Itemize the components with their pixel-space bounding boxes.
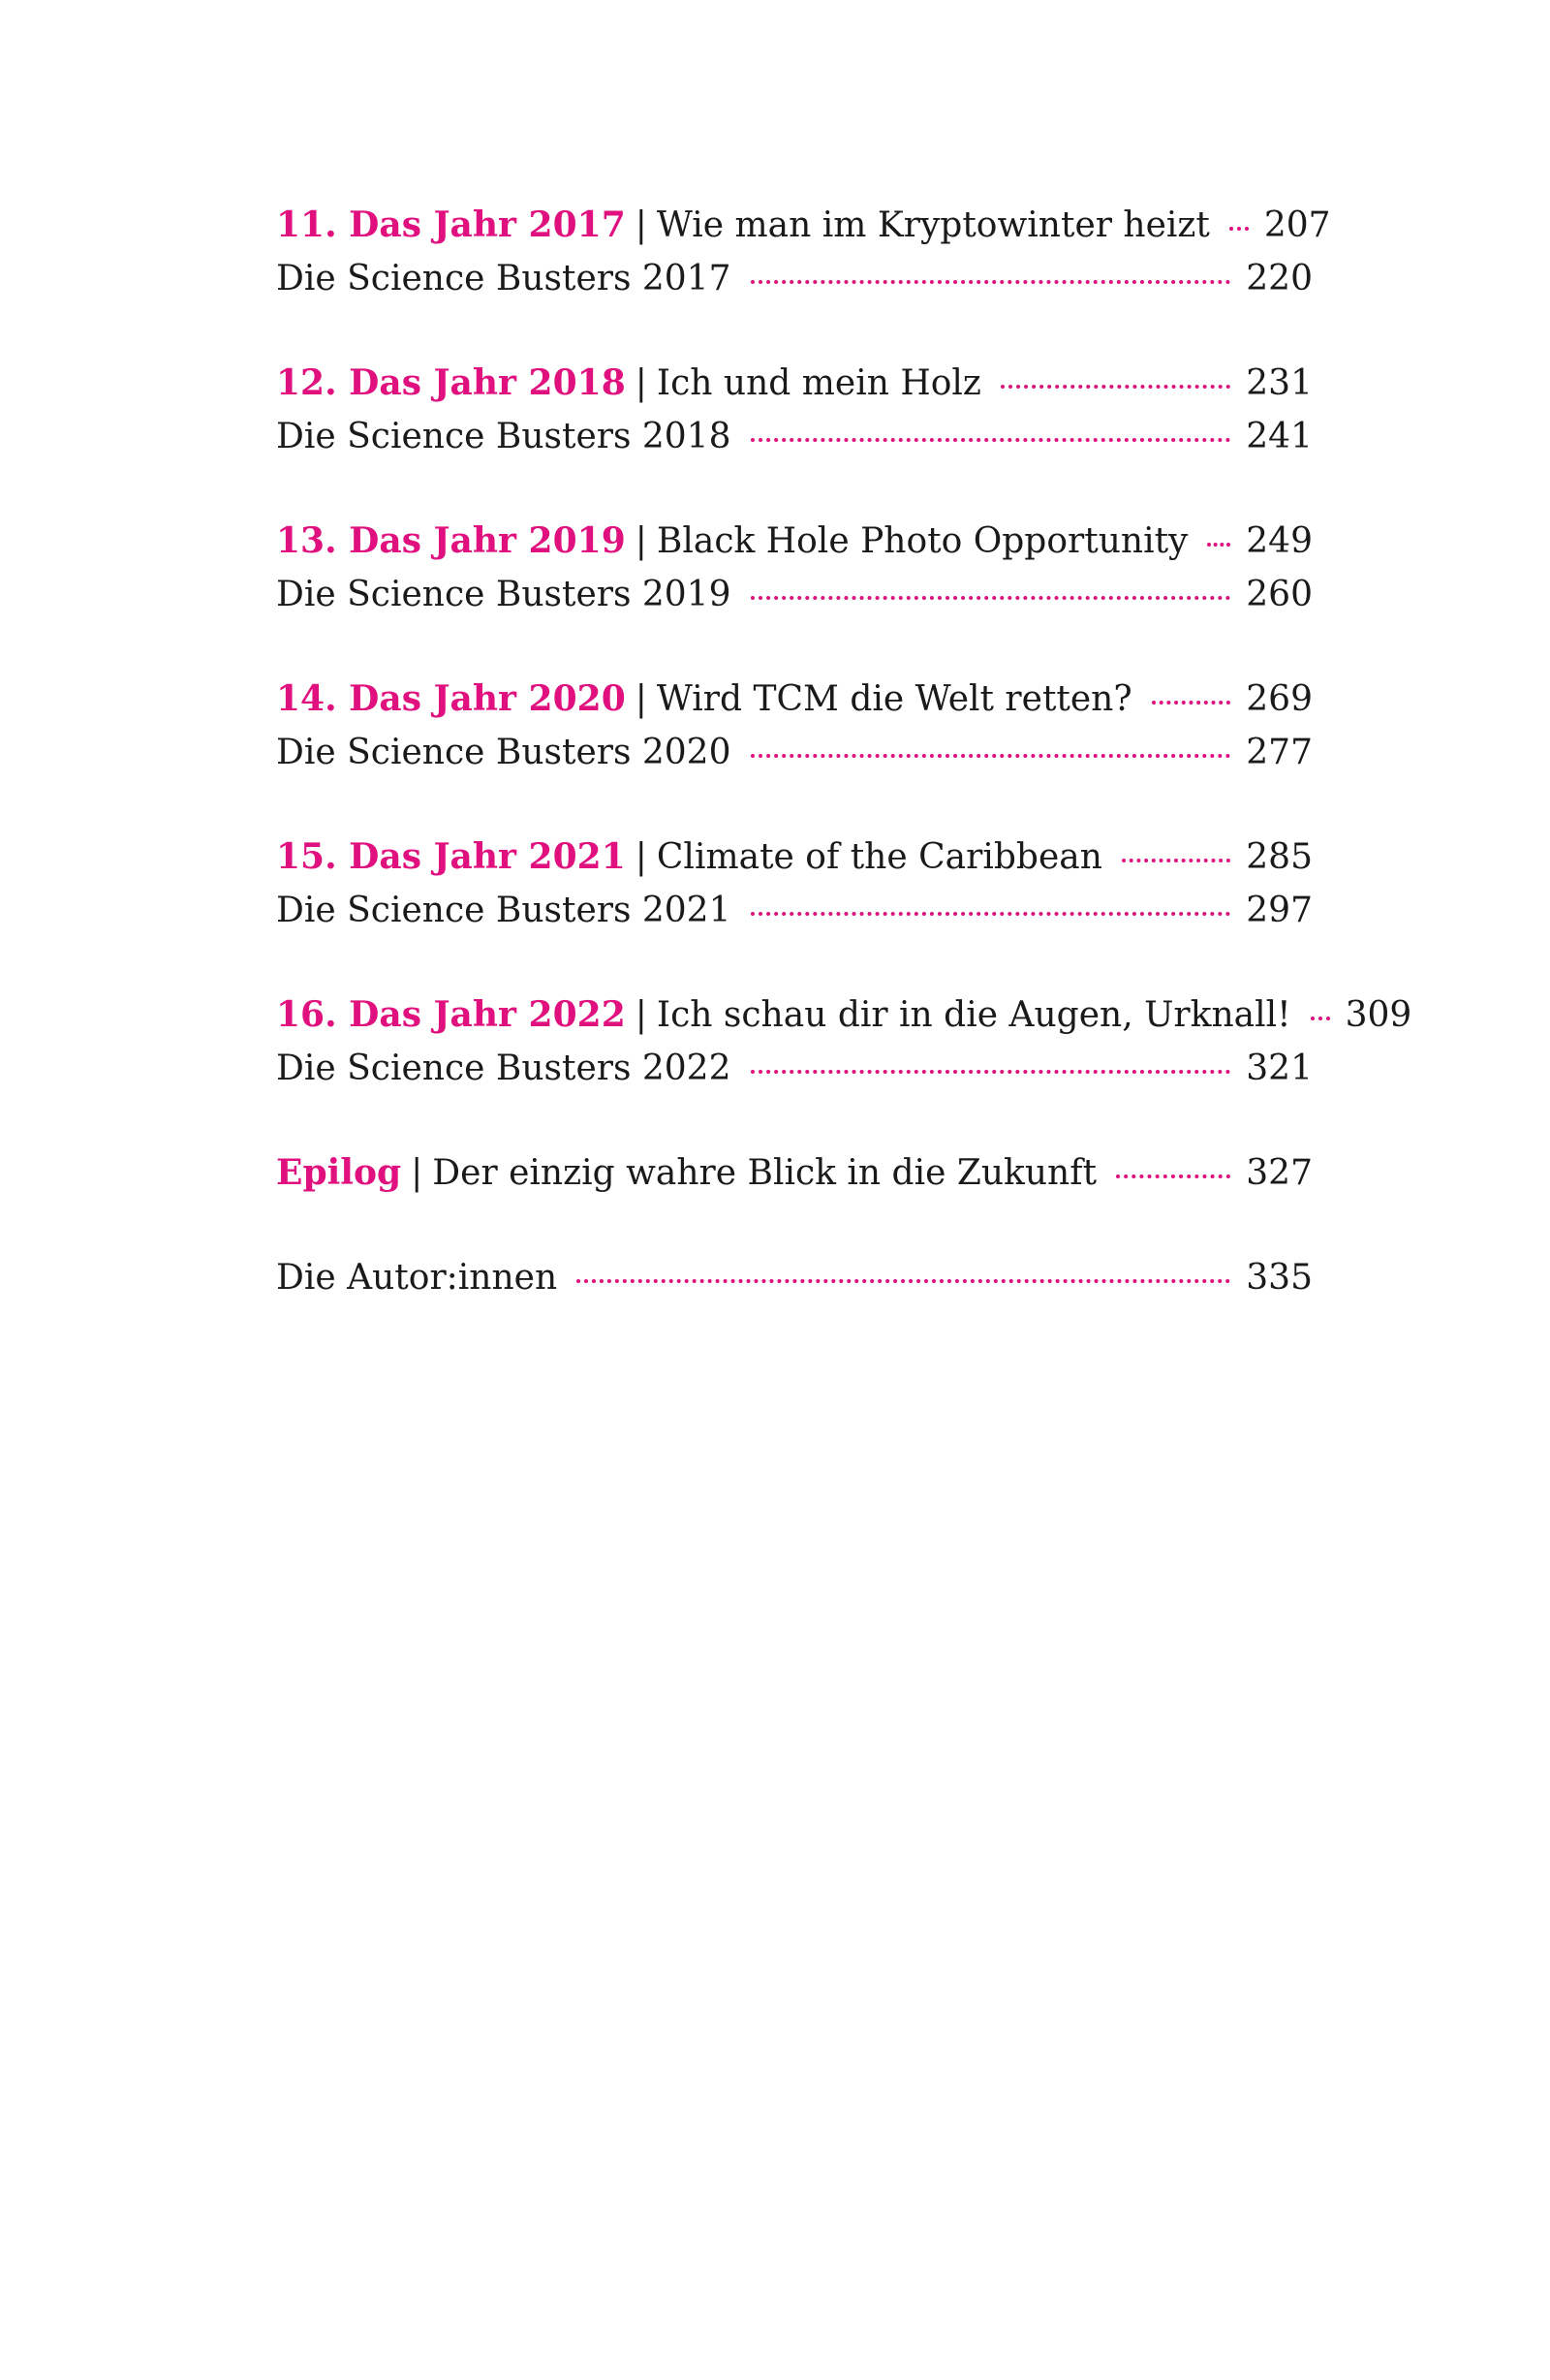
dot-leader bbox=[1116, 1174, 1230, 1178]
dot-leader bbox=[751, 754, 1231, 758]
section-title: Die Science Busters 2020 bbox=[276, 733, 731, 772]
toc-line-label bbox=[276, 252, 731, 305]
toc-line-label bbox=[276, 988, 1291, 1042]
toc-line-label bbox=[276, 830, 1102, 884]
toc-line-label bbox=[276, 199, 1210, 252]
chapter-number: 11. Das Jahr 2017 bbox=[276, 204, 626, 245]
dot-leader bbox=[751, 280, 1231, 284]
toc-line-label bbox=[276, 1146, 1097, 1200]
toc-entry-2017 bbox=[276, 199, 1331, 305]
chapter-title: Wie man im Kryptowinter heizt bbox=[656, 205, 1210, 245]
dot-leader bbox=[751, 596, 1231, 600]
dot-leader bbox=[1122, 859, 1230, 862]
toc-entry-2019 bbox=[276, 515, 1313, 621]
page-number: 220 bbox=[1246, 259, 1313, 298]
toc-entry-authors bbox=[276, 1251, 1313, 1304]
toc-line-label bbox=[276, 884, 731, 937]
dot-leader bbox=[1311, 1017, 1330, 1020]
page-number: 327 bbox=[1246, 1153, 1313, 1193]
toc-entry-2022 bbox=[276, 988, 1412, 1095]
title-separator: | bbox=[635, 837, 647, 877]
page-number: 335 bbox=[1246, 1258, 1313, 1298]
chapter-number: 14. Das Jahr 2020 bbox=[276, 678, 626, 719]
toc-line-label bbox=[276, 1251, 557, 1304]
page-number: 297 bbox=[1246, 891, 1313, 930]
chapter-title: Black Hole Photo Opportunity bbox=[656, 521, 1189, 561]
toc-chapter-line bbox=[276, 515, 1313, 568]
page-number: 231 bbox=[1246, 363, 1313, 403]
toc-chapter-line bbox=[276, 830, 1313, 884]
epilog-label: Epilog bbox=[276, 1152, 402, 1193]
dot-leader bbox=[1207, 543, 1230, 547]
section-title: Die Science Busters 2021 bbox=[276, 891, 731, 930]
page-number: 277 bbox=[1246, 733, 1313, 772]
section-title: Die Science Busters 2019 bbox=[276, 575, 731, 614]
page-number: 207 bbox=[1263, 205, 1331, 245]
title-separator: | bbox=[635, 995, 647, 1035]
chapter-title: Der einzig wahre Blick in die Zukunft bbox=[432, 1153, 1098, 1193]
title-separator: | bbox=[411, 1153, 423, 1193]
toc-section-line bbox=[276, 884, 1313, 937]
title-separator: | bbox=[635, 521, 647, 561]
table-of-contents bbox=[276, 199, 1412, 1356]
dot-leader bbox=[1152, 701, 1231, 705]
page-number: 249 bbox=[1246, 521, 1313, 561]
toc-chapter-line bbox=[276, 988, 1412, 1042]
chapter-title: Ich und mein Holz bbox=[656, 363, 981, 403]
title-separator: | bbox=[635, 205, 647, 245]
toc-section-line bbox=[276, 568, 1313, 621]
toc-entry-2021 bbox=[276, 830, 1313, 937]
toc-chapter-line bbox=[276, 673, 1313, 726]
title-separator: | bbox=[635, 363, 647, 403]
page-number: 285 bbox=[1246, 837, 1313, 877]
title-separator: | bbox=[635, 679, 647, 719]
dot-leader bbox=[751, 438, 1231, 442]
toc-section-line bbox=[276, 726, 1313, 779]
chapter-title: Climate of the Caribbean bbox=[656, 837, 1102, 877]
section-title: Die Science Busters 2018 bbox=[276, 417, 731, 456]
page-number: 309 bbox=[1345, 995, 1412, 1035]
page-number: 269 bbox=[1246, 679, 1313, 719]
page-number: 321 bbox=[1246, 1049, 1313, 1088]
section-title: Die Science Busters 2017 bbox=[276, 259, 731, 298]
chapter-number: 13. Das Jahr 2019 bbox=[276, 520, 626, 561]
toc-line-label bbox=[276, 357, 981, 410]
toc-entry-2020 bbox=[276, 673, 1313, 779]
toc-chapter-line bbox=[276, 1146, 1313, 1200]
toc-chapter-line bbox=[276, 199, 1331, 252]
toc-entry-2018 bbox=[276, 357, 1313, 463]
dot-leader bbox=[751, 1070, 1231, 1074]
toc-section-line bbox=[276, 252, 1313, 305]
chapter-number: 15. Das Jahr 2021 bbox=[276, 836, 626, 877]
chapter-title: Ich schau dir in die Augen, Urknall! bbox=[656, 995, 1291, 1035]
toc-chapter-line bbox=[276, 357, 1313, 410]
toc-section-line bbox=[276, 410, 1313, 463]
toc-line-label bbox=[276, 673, 1132, 726]
chapter-title: Wird TCM die Welt retten? bbox=[656, 679, 1132, 719]
toc-line-label bbox=[276, 410, 731, 463]
section-title: Die Autor:innen bbox=[276, 1258, 558, 1298]
toc-entry-epilog bbox=[276, 1146, 1313, 1200]
toc-line-label bbox=[276, 726, 731, 779]
dot-leader bbox=[751, 912, 1231, 916]
dot-leader bbox=[576, 1279, 1230, 1283]
toc-line-label bbox=[276, 568, 731, 621]
toc-line-label bbox=[276, 515, 1188, 568]
toc-line-label bbox=[276, 1042, 731, 1095]
toc-section-line bbox=[276, 1251, 1313, 1304]
dot-leader bbox=[1001, 385, 1230, 389]
section-title: Die Science Busters 2022 bbox=[276, 1049, 731, 1088]
toc-section-line bbox=[276, 1042, 1313, 1095]
chapter-number: 16. Das Jahr 2022 bbox=[276, 994, 626, 1035]
dot-leader bbox=[1229, 227, 1249, 231]
page-number: 241 bbox=[1246, 417, 1313, 456]
page-number: 260 bbox=[1246, 575, 1313, 614]
chapter-number: 12. Das Jahr 2018 bbox=[276, 362, 626, 403]
